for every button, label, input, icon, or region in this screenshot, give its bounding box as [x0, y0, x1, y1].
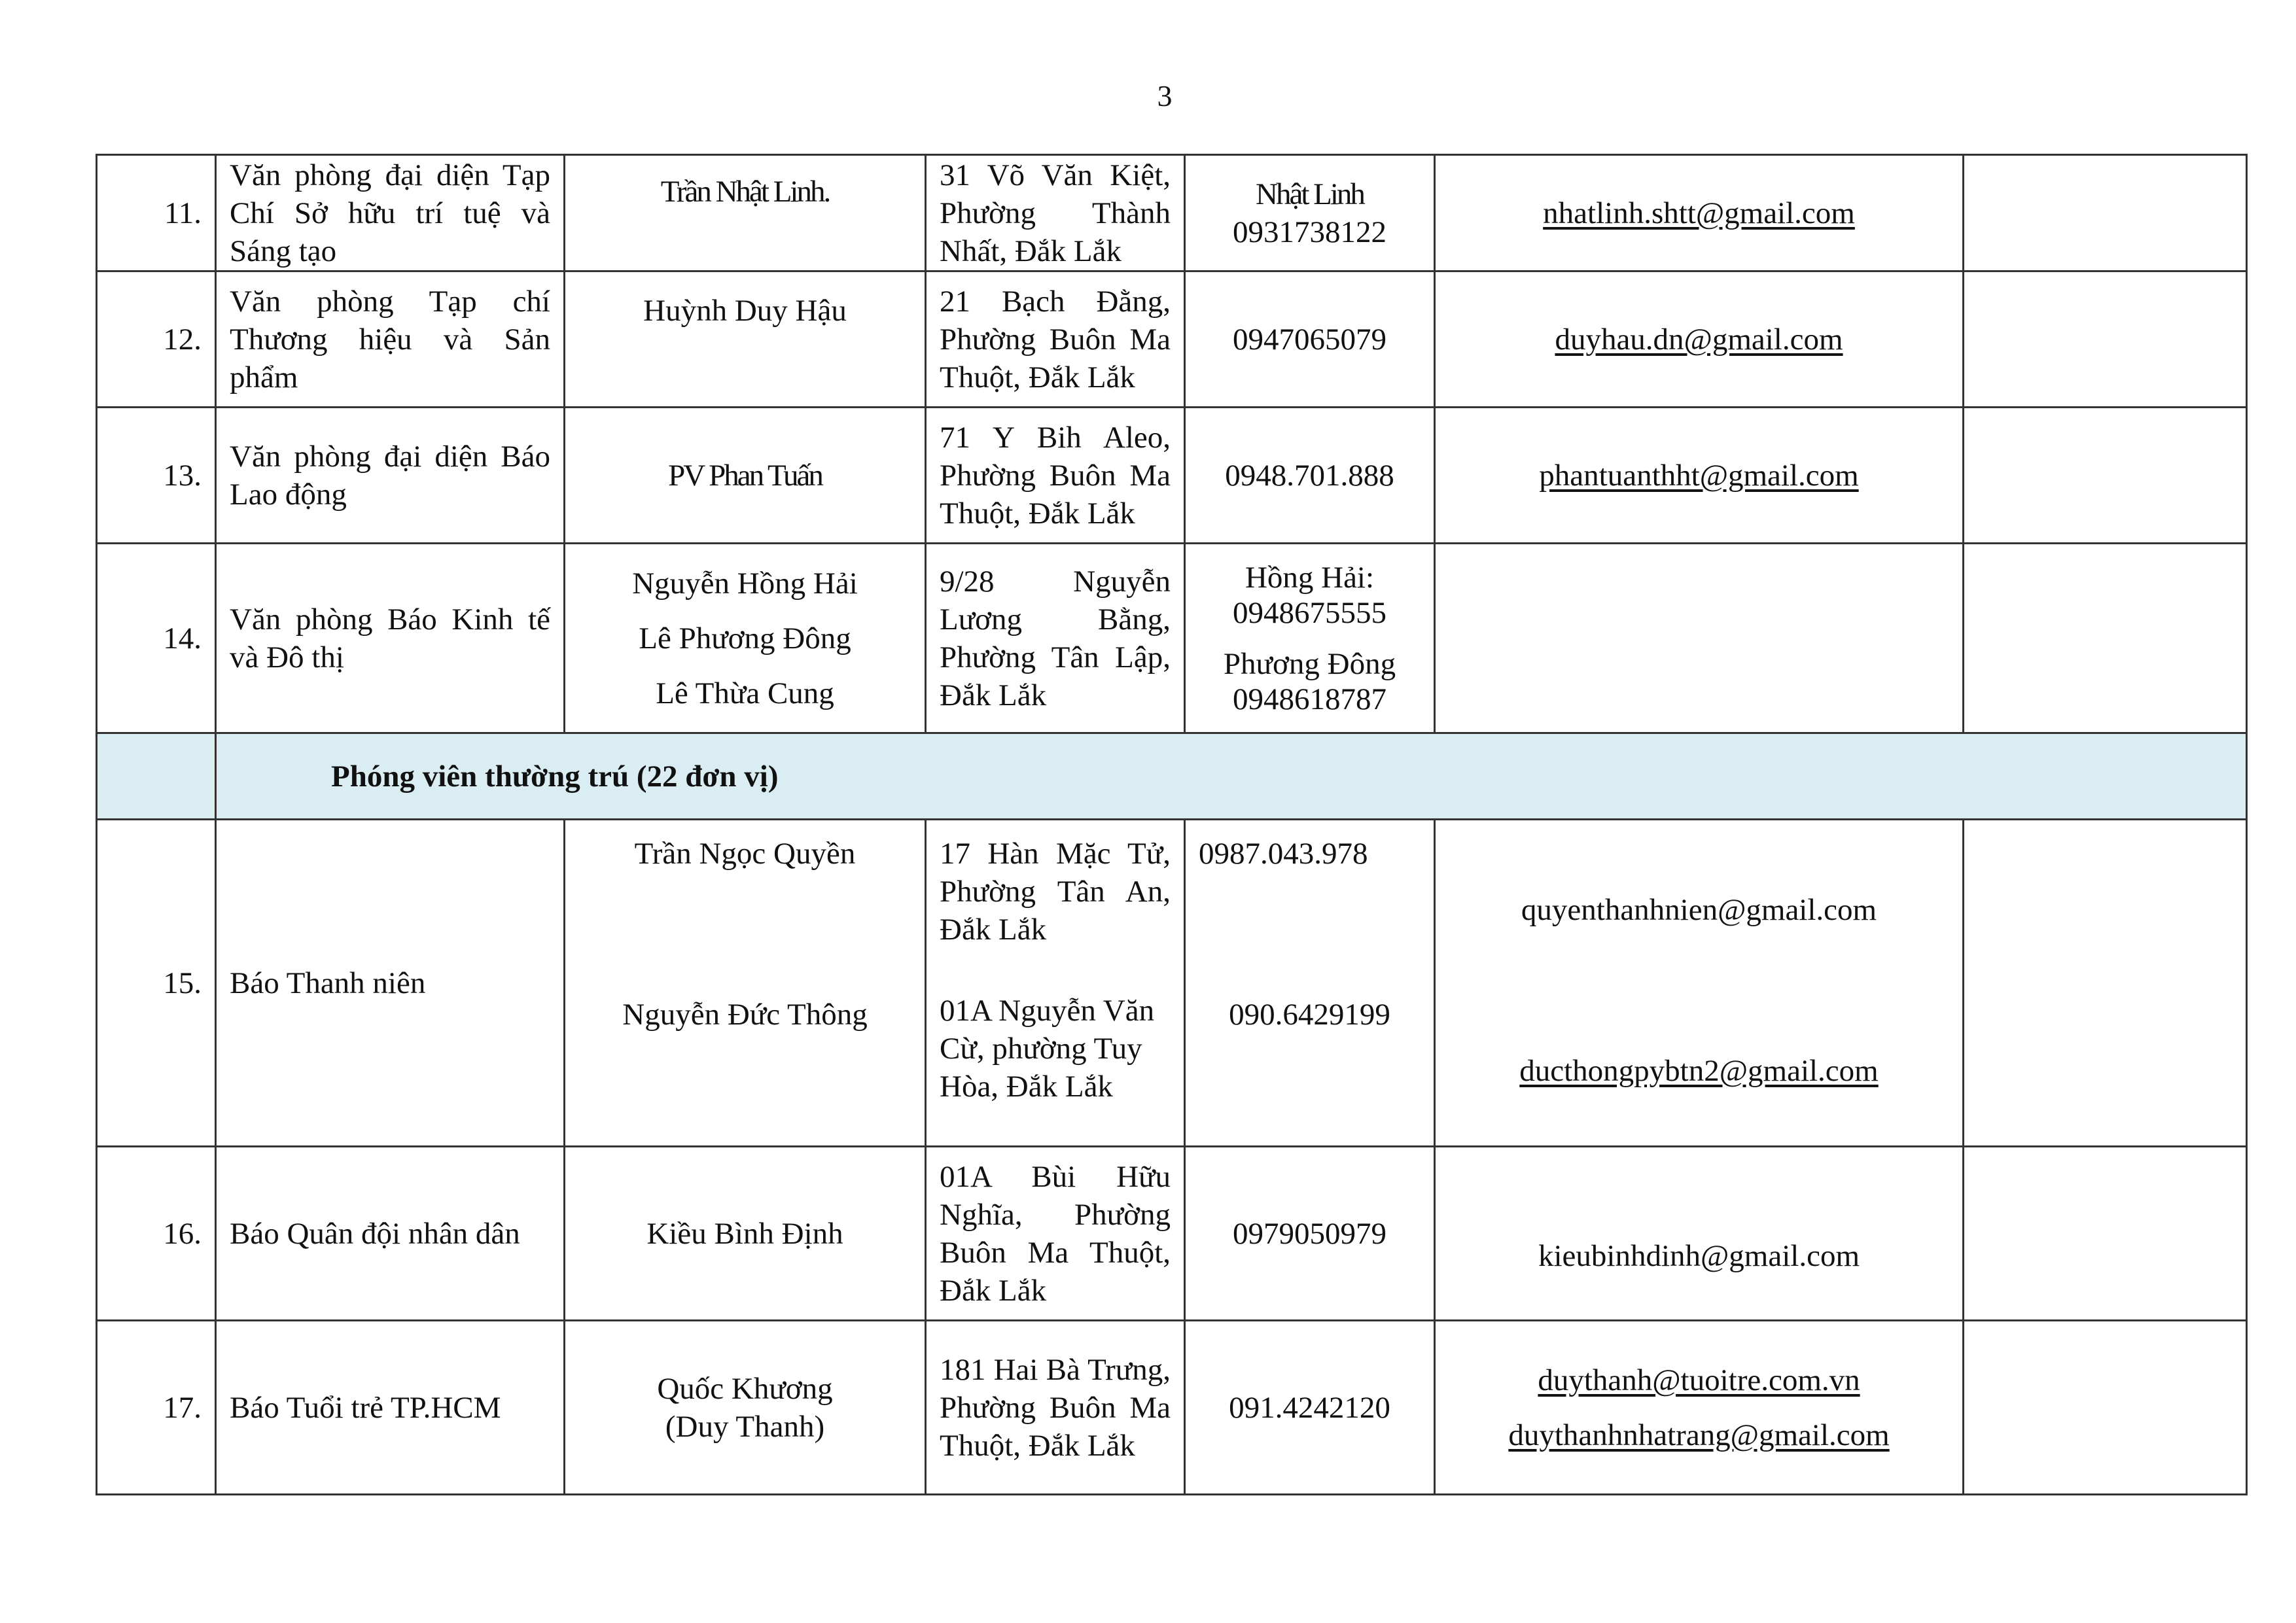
contact-person: Trần Ngọc Quyền Nguyễn Đức Thông	[565, 820, 926, 1147]
table-row	[97, 271, 2247, 408]
email	[1435, 1147, 1964, 1321]
row-number: 16.	[97, 1147, 216, 1321]
row-number: 14.	[97, 544, 216, 733]
table-row	[97, 1321, 2247, 1495]
address: 31 Võ Văn Kiệt, Phường Thành Nhất, Đắk Lắk	[926, 155, 1185, 271]
row-number: 15.	[97, 820, 216, 1147]
contact-person: PV Phan Tuấn	[565, 408, 926, 544]
email-link[interactable]: nhatlinh.shtt@gmail.com	[1543, 196, 1855, 230]
phone: 0948.701.888	[1185, 408, 1435, 544]
address: 9/28 Nguyễn Lương Bằng, Phường Tân Lập, Đắk Lắk	[926, 544, 1185, 733]
organization-name: Báo Quân đội nhân dân	[216, 1147, 565, 1321]
note-cell	[1964, 1321, 2247, 1495]
email	[1435, 544, 1964, 733]
address: 17 Hàn Mặc Tử, Phường Tân An, Đắk Lắk 01A Nguyễn Văn Cừ, phường Tuy Hòa, Đắk Lắk	[926, 820, 1185, 1147]
contact-table	[96, 154, 2248, 1495]
email-link[interactable]: phantuanthht@gmail.com	[1539, 458, 1859, 493]
note-cell	[1964, 155, 2247, 271]
phone: 0987.043.978 090.6429199	[1185, 820, 1435, 1147]
email[interactable]	[1435, 155, 1964, 271]
address: 71 Y Bih Aleo, Phường Buôn Ma Thuột, Đắk Lắk	[926, 408, 1185, 544]
email-text: kieubinhdinh@gmail.com	[1538, 1238, 1860, 1273]
email[interactable]	[1435, 271, 1964, 408]
organization-name: Văn phòng Tạp chí Thương hiệu và Sản phẩm	[216, 271, 565, 408]
note-cell	[1964, 820, 2247, 1147]
table-row	[97, 408, 2247, 544]
note-cell	[1964, 271, 2247, 408]
row-number: 13.	[97, 408, 216, 544]
section-spacer	[97, 733, 216, 820]
email-link[interactable]: duythanh@tuoitre.com.vn	[1538, 1363, 1860, 1397]
row-number: 17.	[97, 1321, 216, 1495]
email[interactable]	[1435, 408, 1964, 544]
email-link[interactable]: duyhau.dn@gmail.com	[1555, 322, 1843, 357]
table-row	[97, 1147, 2247, 1321]
phone: 0947065079	[1185, 271, 1435, 408]
phone: Nhật Linh 0931738122	[1185, 155, 1435, 271]
row-number: 12.	[97, 271, 216, 408]
phone: 091.4242120	[1185, 1321, 1435, 1495]
table-row	[97, 820, 2247, 1147]
contact-person: Quốc Khương (Duy Thanh)	[565, 1321, 926, 1495]
address: 21 Bạch Đằng, Phường Buôn Ma Thuột, Đắk Lắk	[926, 271, 1185, 408]
phone: 0979050979	[1185, 1147, 1435, 1321]
address: 01A Bùi Hữu Nghĩa, Phường Buôn Ma Thuột, Đắk Lắk	[926, 1147, 1185, 1321]
table-row	[97, 155, 2247, 271]
contact-person: Kiều Bình Định	[565, 1147, 926, 1321]
phone: Hồng Hải: 0948675555 Phương Đông 0948618787	[1185, 544, 1435, 733]
section-header-row	[97, 733, 2247, 820]
section-title: Phóng viên thường trú (22 đơn vị)	[216, 733, 2247, 820]
note-cell	[1964, 544, 2247, 733]
table-row	[97, 544, 2247, 733]
contact-person: Huỳnh Duy Hậu	[565, 271, 926, 408]
note-cell	[1964, 1147, 2247, 1321]
organization-name: Văn phòng đại diện Tạp Chí Sở hữu trí tuệ và Sáng tạo	[216, 155, 565, 271]
contact-person: Trần Nhật Linh.	[565, 155, 926, 271]
organization-name: Văn phòng đại diện Báo Lao động	[216, 408, 565, 544]
organization-name: Báo Tuổi trẻ TP.HCM	[216, 1321, 565, 1495]
contact-person: Nguyễn Hồng Hải Lê Phương Đông Lê Thừa Cung	[565, 544, 926, 733]
row-number: 11.	[97, 155, 216, 271]
email-link[interactable]: duythanhnhatrang@gmail.com	[1508, 1418, 1890, 1452]
organization-name: Văn phòng Báo Kinh tế và Đô thị	[216, 544, 565, 733]
email[interactable]	[1435, 820, 1964, 1147]
organization-name: Báo Thanh niên	[216, 820, 565, 1147]
note-cell	[1964, 408, 2247, 544]
email[interactable]	[1435, 1321, 1964, 1495]
page-number: 3	[1157, 79, 1173, 113]
address: 181 Hai Bà Trưng, Phường Buôn Ma Thuột, Đắk Lắk	[926, 1321, 1185, 1495]
email-text: quyenthanhnien@gmail.com	[1521, 892, 1877, 927]
email-link[interactable]: ducthongpybtn2@gmail.com	[1519, 1053, 1879, 1088]
